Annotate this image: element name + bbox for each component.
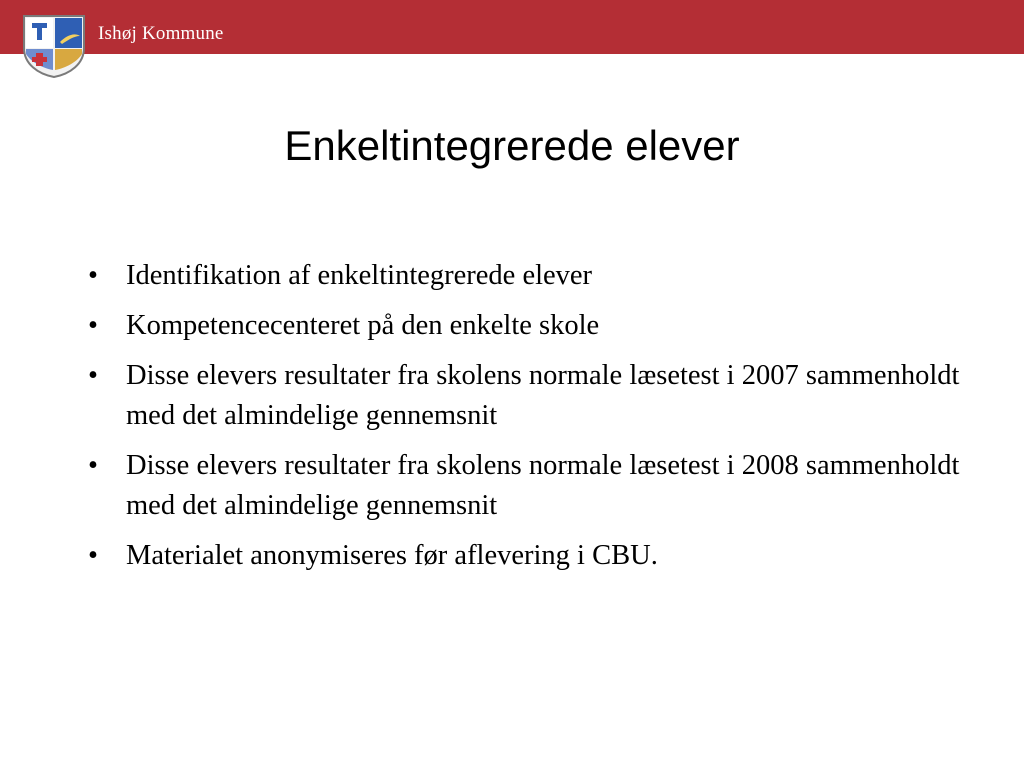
list-item — [86, 256, 966, 296]
slide-title: Enkeltintegrerede elever — [284, 122, 740, 169]
bullet-text: Identifikation af enkeltintegrerede elever — [126, 260, 593, 291]
municipality-crest-icon — [22, 14, 86, 78]
bullet-marker: • — [88, 540, 98, 571]
bullet-text: Kompetencecenteret på den enkelte skole — [126, 310, 600, 341]
list-item — [86, 446, 966, 526]
bullet-marker: • — [88, 450, 98, 481]
bullet-text: Disse elevers resultater fra skolens normale læsetest i 2008 sammenholdt med det almindelige gennemsnit — [126, 450, 960, 521]
brand-name: Ishøj Kommune — [98, 23, 224, 44]
bullet-text: Disse elevers resultater fra skolens normale læsetest i 2007 sammenholdt med det almindelige gennemsnit — [126, 360, 960, 431]
list-item — [86, 536, 966, 576]
bullet-text: Materialet anonymiseres før aflevering i CBU. — [126, 540, 658, 571]
bullet-marker: • — [88, 310, 98, 341]
bullet-marker: • — [88, 260, 98, 291]
list-item — [86, 356, 966, 436]
bullet-marker: • — [88, 360, 98, 391]
list-item — [86, 306, 966, 346]
bullet-list — [86, 256, 966, 586]
